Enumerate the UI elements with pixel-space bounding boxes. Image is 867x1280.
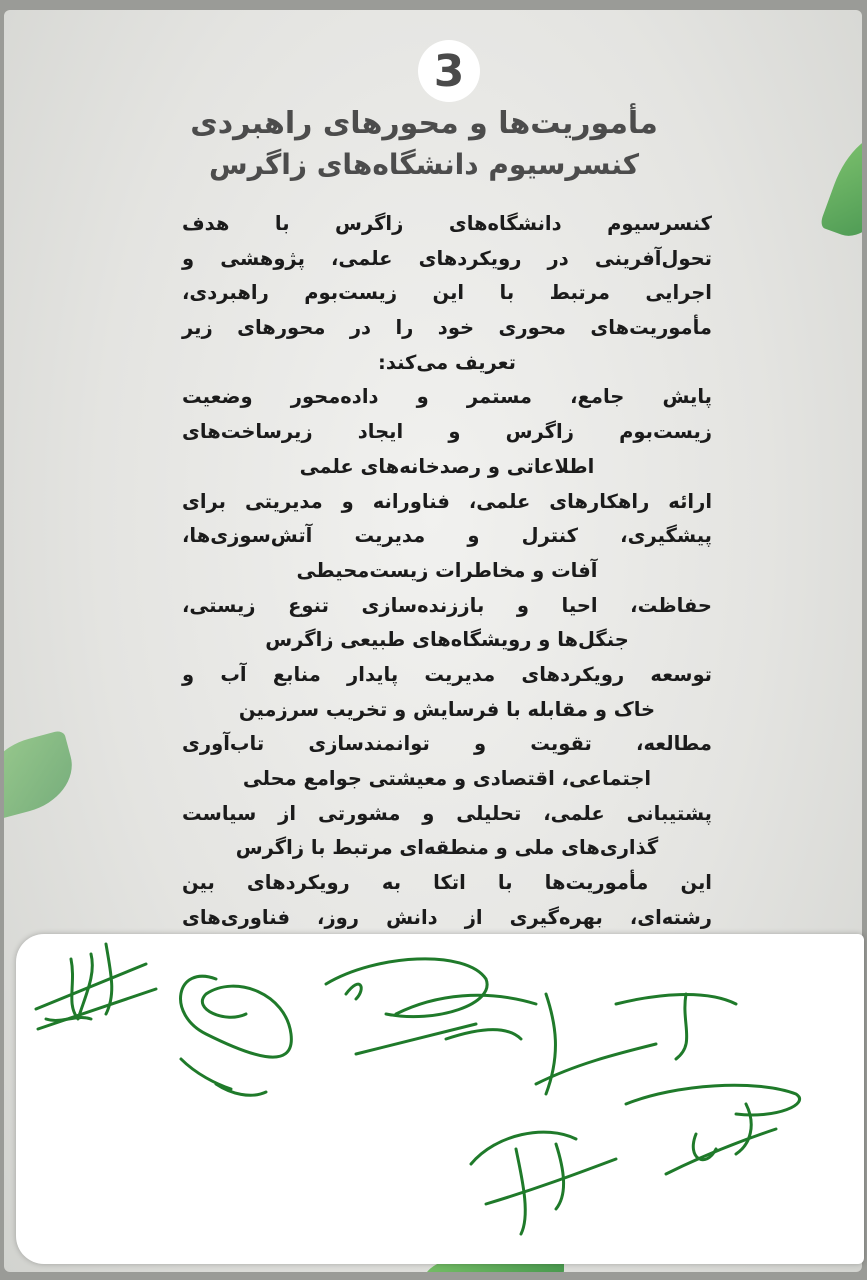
body-line: مطالعه، تقویت و توانمندسازی تاب‌آوری [182, 732, 712, 756]
body-line: پیشگیری، کنترل و مدیریت آتش‌سوزی‌ها، [182, 524, 712, 548]
body-line: جنگل‌ها و رویشگاه‌های طبیعی زاگرس [265, 628, 629, 652]
body-line: اجرایی مرتبط با این زیست‌بوم راهبردی، [182, 281, 712, 305]
signature-3 [326, 959, 536, 1054]
section-number-badge: 3 [418, 40, 480, 102]
body-line: کنسرسیوم دانشگاه‌های زاگرس با هدف [182, 212, 712, 235]
signature-5 [471, 1132, 616, 1234]
body-line: گذاری‌های ملی و منطقه‌ای مرتبط با زاگرس [235, 836, 659, 860]
body-line: پشتیبانی علمی، تحلیلی و مشورتی از سیاست [182, 801, 712, 825]
signature-6 [626, 1085, 800, 1174]
title-line-1: مأموریت‌ها و محورهای راهبردی [190, 106, 658, 141]
body-line: پایش جامع، مستمر و داده‌محور وضعیت [182, 385, 712, 409]
body-line: اجتماعی، اقتصادی و معیشتی جوامع محلی [242, 767, 652, 790]
body-line: حفاظت، احیا و باززنده‌سازی تنوع زیستی، [182, 593, 712, 617]
body-line: ارائه راهکارهای علمی، فناورانه و مدیریتی برای [182, 489, 712, 513]
signature-panel [16, 934, 864, 1264]
body-line: زیست‌بوم زاگرس و ایجاد زیرساخت‌های [182, 420, 712, 444]
signatures [16, 934, 864, 1264]
body-line: تحول‌آفرینی در رویکردهای علمی، پژوهشی و [182, 246, 712, 270]
leaf-decoration-left [4, 730, 82, 821]
body-line: رشته‌ای، بهره‌گیری از دانش روز، فناوری‌های [182, 905, 712, 929]
body-line: خاک و مقابله با فرسایش و تخریب سرزمین [238, 697, 656, 721]
body-line: این مأموریت‌ها با اتکا به رویکردهای بین [182, 871, 712, 895]
body-line: مأموریت‌های محوری خود را در محورهای زیر [182, 316, 712, 340]
body-text [182, 207, 712, 1005]
title-line-2: کنسرسیوم دانشگاه‌های زاگرس [208, 148, 640, 181]
signature-1 [36, 944, 156, 1029]
body-line: تعریف می‌کند: [378, 350, 516, 374]
leaf-decoration-top-right [819, 123, 862, 247]
signature-4 [536, 994, 736, 1094]
body-line: توسعه رویکردهای مدیریت پایدار منابع آب و [182, 662, 712, 686]
signature-2 [181, 976, 292, 1095]
body-line: آفات و مخاطرات زیست‌محیطی [296, 558, 598, 582]
body-line: اطلاعاتی و رصدخانه‌های علمی [299, 454, 595, 478]
